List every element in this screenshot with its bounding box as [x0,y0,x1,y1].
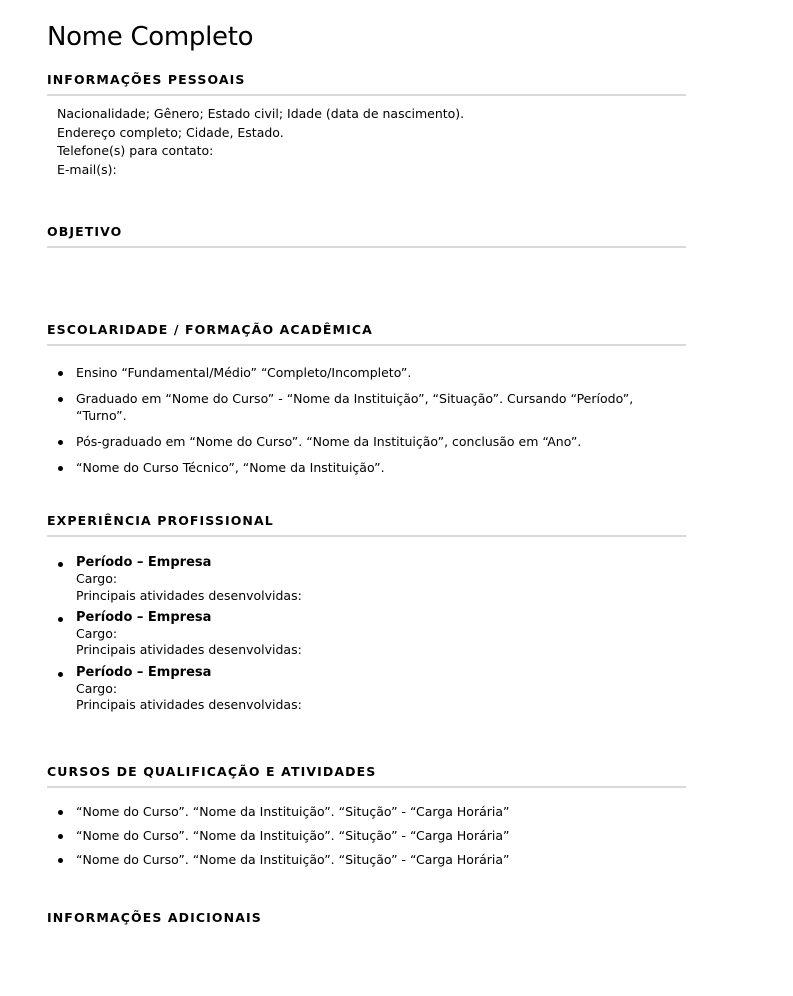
section-title-objective: OBJETIVO [47,224,123,239]
education-list [47,364,686,476]
section-objective [47,224,686,248]
personal-info-block [47,105,686,179]
section-experience [47,513,686,720]
education-item: “Nome do Curso Técnico”, “Nome da Instituição”. [47,459,686,476]
personal-info-line: Nacionalidade; Gênero; Estado civil; Idade (data de nascimento). [57,106,465,121]
experience-role: Cargo: [76,681,118,697]
course-item: “Nome do Curso”. “Nome da Instituição”. “Situção” - “Carga Horária” [47,827,686,844]
course-item: “Nome do Curso”. “Nome da Instituição”. “Situção” - “Carga Horária” [47,851,686,868]
experience-activities: Principais atividades desenvolvidas: [76,697,302,713]
courses-list [47,803,686,868]
experience-item [47,555,686,604]
section-divider [47,94,686,96]
section-title-personal-info: INFORMAÇÕES PESSOAIS [47,72,246,87]
section-title-experience: EXPERIÊNCIA PROFISSIONAL [47,513,274,528]
section-divider [47,786,686,788]
personal-info-line: E-mail(s): [57,161,117,177]
section-title-additional-info: INFORMAÇÕES ADICIONAIS [47,910,262,925]
course-item: “Nome do Curso”. “Nome da Instituição”. “Situção” - “Carga Horária” [47,803,686,820]
section-divider [47,344,686,346]
experience-period-company: Período – Empresa [76,555,212,570]
section-divider [47,246,686,248]
personal-info-line: Endereço completo; Cidade, Estado. [57,124,284,140]
resume-name: Nome Completo [47,22,254,52]
experience-period-company: Período – Empresa [76,664,212,680]
section-courses [47,764,686,875]
education-item: Pós-graduado em “Nome do Curso”. “Nome da Instituição”, conclusão em “Ano”. [47,433,686,450]
section-additional-info [47,910,686,926]
experience-list [47,555,686,714]
experience-item [47,610,686,659]
experience-activities: Principais atividades desenvolvidas: [76,587,302,603]
experience-role: Cargo: [76,626,118,642]
experience-period-company: Período – Empresa [76,609,212,625]
section-title-courses: CURSOS DE QUALIFICAÇÃO E ATIVIDADES [47,764,377,779]
education-item: Graduado em “Nome do Curso” - “Nome da Instituição”, “Situação”. Cursando “Período”, “Turno”. [47,390,686,424]
section-divider [47,535,686,537]
education-item: Ensino “Fundamental/Médio” “Completo/Incompleto”. [47,364,686,381]
section-title-education: ESCOLARIDADE / FORMAÇÃO ACADÊMICA [47,322,373,337]
section-personal-info [47,72,686,179]
personal-info-line: Telefone(s) para contato: [57,143,214,158]
experience-role: Cargo: [76,571,118,587]
section-education [47,322,686,485]
experience-activities: Principais atividades desenvolvidas: [76,642,302,658]
experience-item [47,665,686,714]
